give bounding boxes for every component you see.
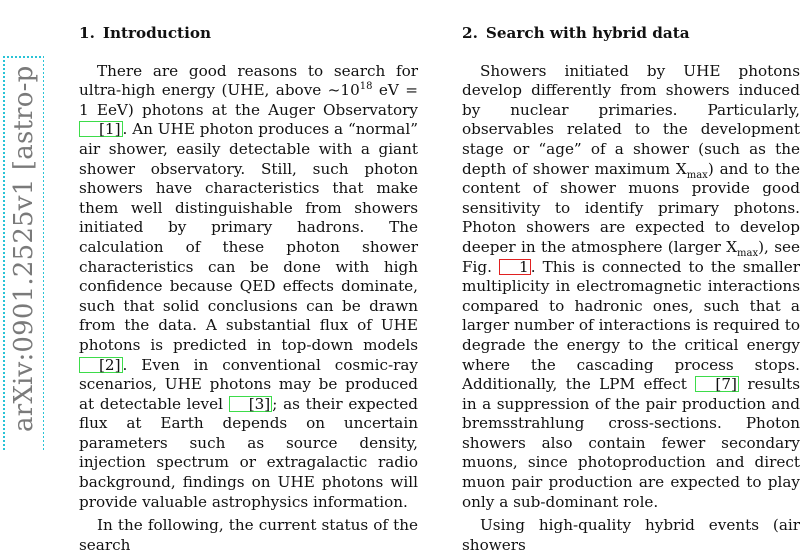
section-number: 1. xyxy=(79,24,95,42)
right-column xyxy=(462,24,800,555)
citation-link-7[interactable]: [7] xyxy=(695,376,739,392)
citation-link-3[interactable]: [3] xyxy=(229,396,273,412)
hybrid-paragraph-2: Using high-quality hybrid events (air showers xyxy=(462,516,800,554)
section-heading-introduction xyxy=(79,24,418,44)
section-title: Introduction xyxy=(102,24,212,42)
arxiv-sidebar xyxy=(0,0,44,450)
section-heading-hybrid xyxy=(462,24,800,44)
citation-link-2[interactable]: [2] xyxy=(79,357,123,373)
subscript: max xyxy=(686,169,708,181)
hybrid-paragraph-1: Showers initiated by UHE photons develop differently from showers induced by nuclear primaries. Particularly, observables related to the development stage or “age” of a shower (such as the depth of shower maximum $X_{max}$) and to the content of shower muons provide good sensitivity to identify primary photons. Photon showers are expected to develop deeper in the atmosphere (larger $X_{max}$), see Fig. 1 . This is connected to the smaller multiplicity in electromagnetic interactions compared to hadronic ones, such that a larger number of interactions is required to degrade the energy to the critical energy where the cascading process stops. Additionally, the LPM effect [7] results in a suppression of the pair production and bremsstrahlung cross-sections. Photon showers also contain fewer secondary muons, since photoproduction and direct muon pair production are expected to play only a sub-dominant role. xyxy=(462,61,800,511)
citation-link-1[interactable]: [1] xyxy=(79,121,123,137)
intro-paragraph-2: In the following, the current status of the search xyxy=(79,516,418,554)
section-title: Search with hybrid data xyxy=(485,24,690,42)
figure-link-1[interactable]: 1 xyxy=(499,259,531,275)
arxiv-stamp xyxy=(2,0,44,450)
left-column xyxy=(79,24,418,555)
section-number: 2. xyxy=(462,24,478,42)
intro-paragraph-1: There are good reasons to search for ultra-high energy (UHE, above $\sim 10^{18}$ eV = 1 EeV) photons at the Auger Observatory [1] . An UHE photon produces a “normal” air shower, easily detectable with a giant shower observatory. Still, such photon showers have characteristics that make them well distinguishable from showers initiated by primary hadrons. The calculation of these photon shower characteristics can be done with high confidence because QED effects dominate, such that solid conclusions can be drawn from the data. A substantial flux of UHE photons is predicted in top-down models [2] . Even in conventional cosmic-ray scenarios, UHE photons may be produced at detectable level [3] ; as their expected flux at Earth depends on uncertain parameters such as source density, injection spectrum or extragalactic radio background, findings on UHE photons will provide valuable astrophysics information. xyxy=(79,61,418,511)
exponent: 18 xyxy=(359,81,373,93)
arxiv-identifier[interactable]: arXiv:0901.2525v1 [astro-p xyxy=(3,56,44,450)
subscript: max xyxy=(737,247,759,259)
